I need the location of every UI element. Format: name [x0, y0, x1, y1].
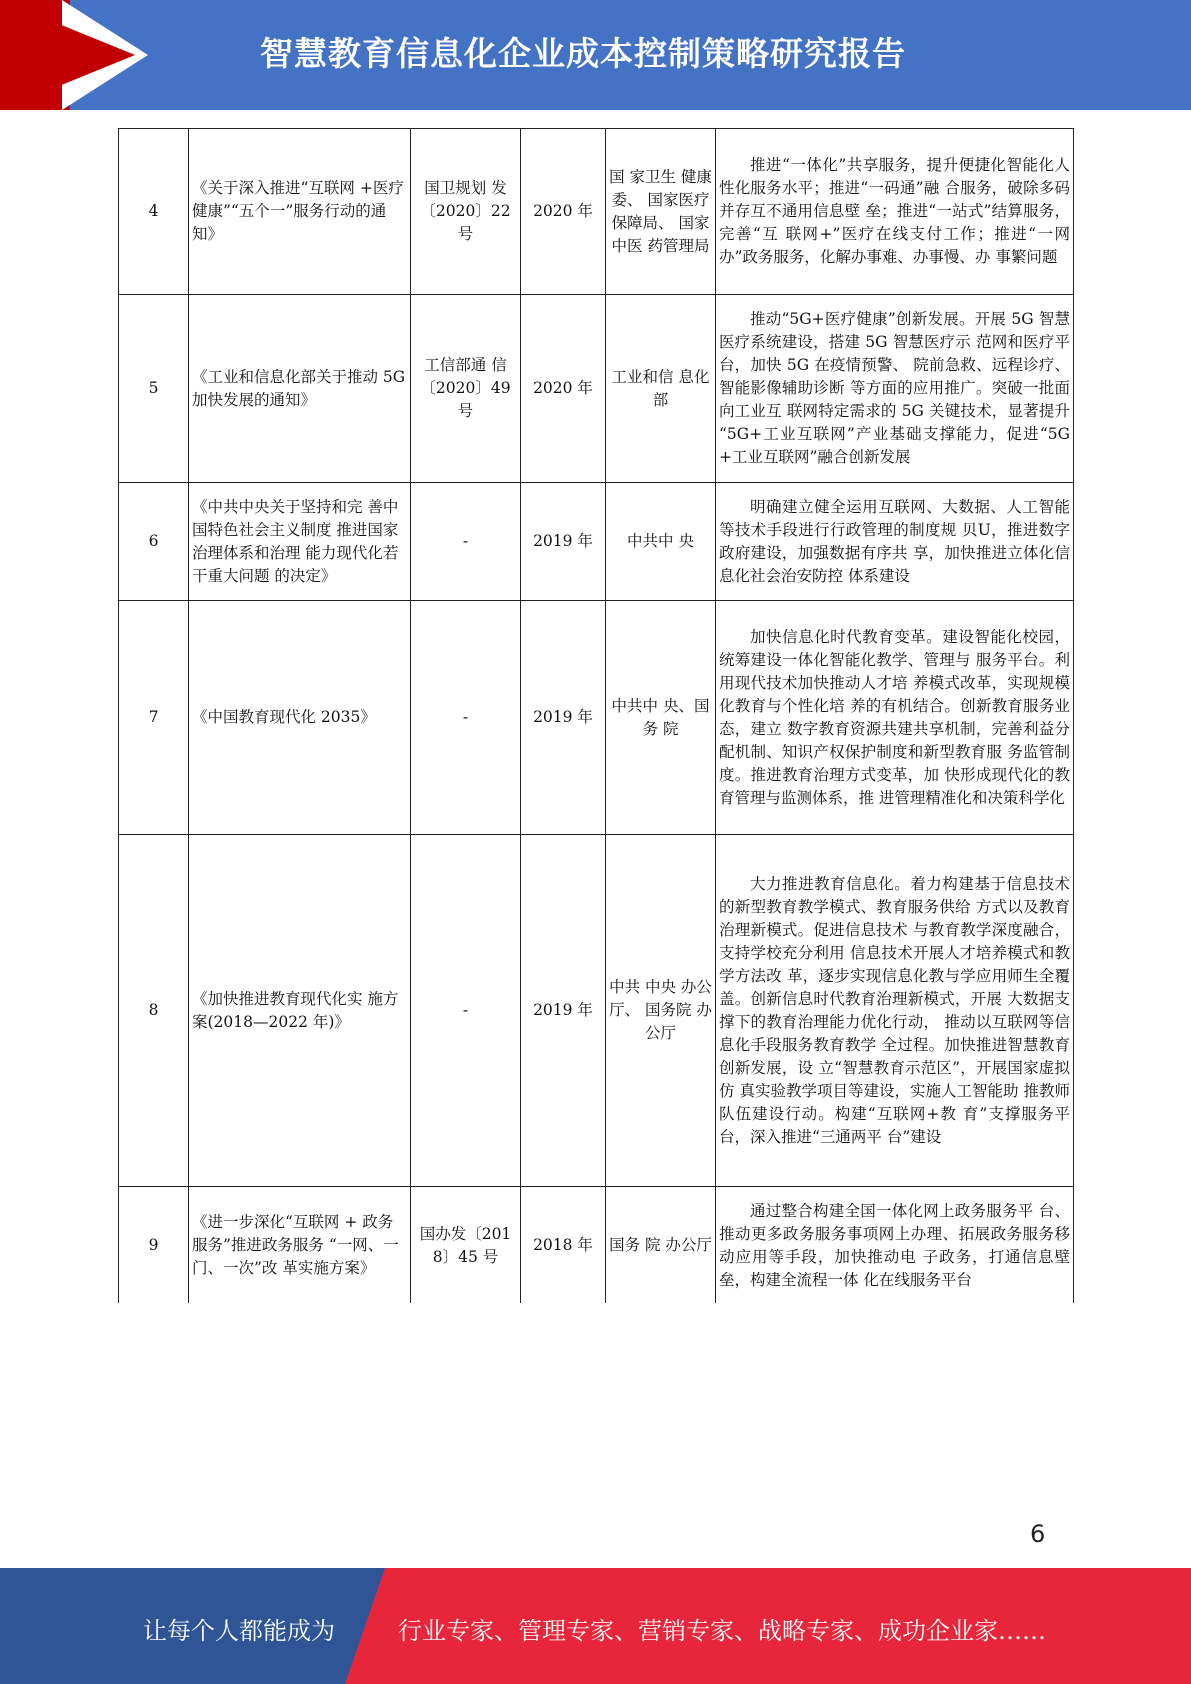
- row-number: 6: [119, 483, 189, 601]
- document-title: 《工业和信息化部关于推动 5G 加快发展的通知》: [189, 295, 411, 483]
- page-header: [0, 0, 1191, 110]
- content: 通过整合构建全国一体化网上政务服务平 台、推动更多政务服务事项网上办理、拓展政务服务移动应用等手段，加快推动电 子政务，打通信息壁垒，构建全流程一体 化在线服务平台: [716, 1187, 1074, 1305]
- table-row: [119, 601, 1074, 835]
- content: 推进“一体化”共享服务，提升便捷化智能化人性化服务水平；推进“一码通”融 合服务，破除多码并存互不通用信息壁 垒；推进“一站式”结算服务，完善“互 联网+”医疗在线支付工作；推进“一网 办”政务服务，化解办事难、办事慢、办 事繁问题: [716, 129, 1074, 295]
- issuer: 国务 院 办公厅: [606, 1187, 716, 1305]
- policy-table: [118, 128, 1074, 1305]
- content: 推动“5G+医疗健康”创新发展。开展 5G 智慧医疗系统建设，搭建 5G 智慧医疗示 范网和医疗平台，加快 5G 在疫情预警、 院前急救、远程诊疗、智能影像辅助诊断 等方面的应用推广。突破一批面向工业互 联网特定需求的 5G 关键技术，显著提升 “5G+工业互联网”产业基础支撑能力，促进“5G+工业互联网”融合创新发展: [716, 295, 1074, 483]
- table-row: [119, 129, 1074, 295]
- page-number: 6: [1030, 1520, 1046, 1548]
- table-cutoff: [110, 1303, 1085, 1307]
- issuer: 中共中 央: [606, 483, 716, 601]
- year: 2019 年: [521, 483, 606, 601]
- footer-slogan-right: 行业专家、管理专家、营销专家、战略专家、成功企业家……: [398, 1617, 1046, 1645]
- row-number: 7: [119, 601, 189, 835]
- content: 加快信息化时代教育变革。建设智能化校园，统筹建设一体化智能化教学、管理与 服务平台。利用现代技术加快推动人才培 养模式改革，实现规模化教育与个性化培 养的有机结合。创新教育服务业态，建立 数字教育资源共建共享机制，完善利益分 配机制、知识产权保护制度和新型教育服 务监管制度。推进教育治理方式变革，加 快形成现代化的教育管理与监测体系，推 进管理精准化和决策科学化: [716, 601, 1074, 835]
- issuer: 中共 中央 办公厅、 国务院 办公厅: [606, 835, 716, 1187]
- footer-slogan-left: 让每个人都能成为: [143, 1617, 335, 1645]
- document-number: -: [411, 835, 521, 1187]
- table-row: [119, 295, 1074, 483]
- document-number: 国卫规划 发〔2020〕22 号: [411, 129, 521, 295]
- year: 2020 年: [521, 129, 606, 295]
- row-number: 9: [119, 1187, 189, 1305]
- document-number: -: [411, 601, 521, 835]
- issuer: 工业和信 息化部: [606, 295, 716, 483]
- year: 2019 年: [521, 601, 606, 835]
- issuer: 中共中 央、国务 院: [606, 601, 716, 835]
- year: 2018 年: [521, 1187, 606, 1305]
- document-title: 《加快推进教育现代化实 施方案(2018—2022 年)》: [189, 835, 411, 1187]
- document-title: 《中国教育现代化 2035》: [189, 601, 411, 835]
- issuer: 国 家卫生 健康委、 国家医疗 保障局、 国家中医 药管理局: [606, 129, 716, 295]
- document-title: 《进一步深化“互联网 + 政务服务”推进政务服务 “一网、一门、一次”改 革实施方案》: [189, 1187, 411, 1305]
- page-title: 智慧教育信息化企业成本控制策略研究报告: [260, 34, 906, 73]
- page-footer: [0, 1568, 1191, 1684]
- header-red-chevron: [0, 0, 135, 110]
- row-number: 5: [119, 295, 189, 483]
- table-row: [119, 483, 1074, 601]
- footer-blue-slant: [345, 1568, 385, 1684]
- year: 2020 年: [521, 295, 606, 483]
- row-number: 4: [119, 129, 189, 295]
- content: 大力推进教育信息化。着力构建基于信息技术的新型教育教学模式、教育服务供给 方式以及教育治理新模式。促进信息技术 与教育教学深度融合，支持学校充分利用 信息技术开展人才培养模式和教学方法改 革，逐步实现信息化教与学应用师生全覆 盖。创新信息时代教育治理新模式，开展 大数据支撑下的教育治理能力优化行动， 推动以互联网等信息化手段服务教育教学 全过程。加快推进智慧教育创新发展，设 立“智慧教育示范区”，开展国家虚拟仿 真实验教学项目等建设，实施人工智能助 推教师队伍建设行动。构建“互联网+教 育”支撑服务平台，深入推进“三通两平 台”建设: [716, 835, 1074, 1187]
- document-title: 《中共中央关于坚持和完 善中国特色社会主义制度 推进国家治理体系和治理 能力现代化若干重大问题 的决定》: [189, 483, 411, 601]
- document-title: 《关于深入推进“互联网 +医疗健康”“五个一”服务行动的通知》: [189, 129, 411, 295]
- year: 2019 年: [521, 835, 606, 1187]
- table-row: [119, 1187, 1074, 1305]
- document-number: 工信部通 信〔2020〕49 号: [411, 295, 521, 483]
- document-number: -: [411, 483, 521, 601]
- content: 明确建立健全运用互联网、大数据、人工智能等技术手段进行行政管理的制度规 贝U，推进数字政府建设，加强数据有序共 享，加快推进立体化信息化社会治安防控 体系建设: [716, 483, 1074, 601]
- row-number: 8: [119, 835, 189, 1187]
- table-row: [119, 835, 1074, 1187]
- document-number: 国办发〔2018〕45 号: [411, 1187, 521, 1305]
